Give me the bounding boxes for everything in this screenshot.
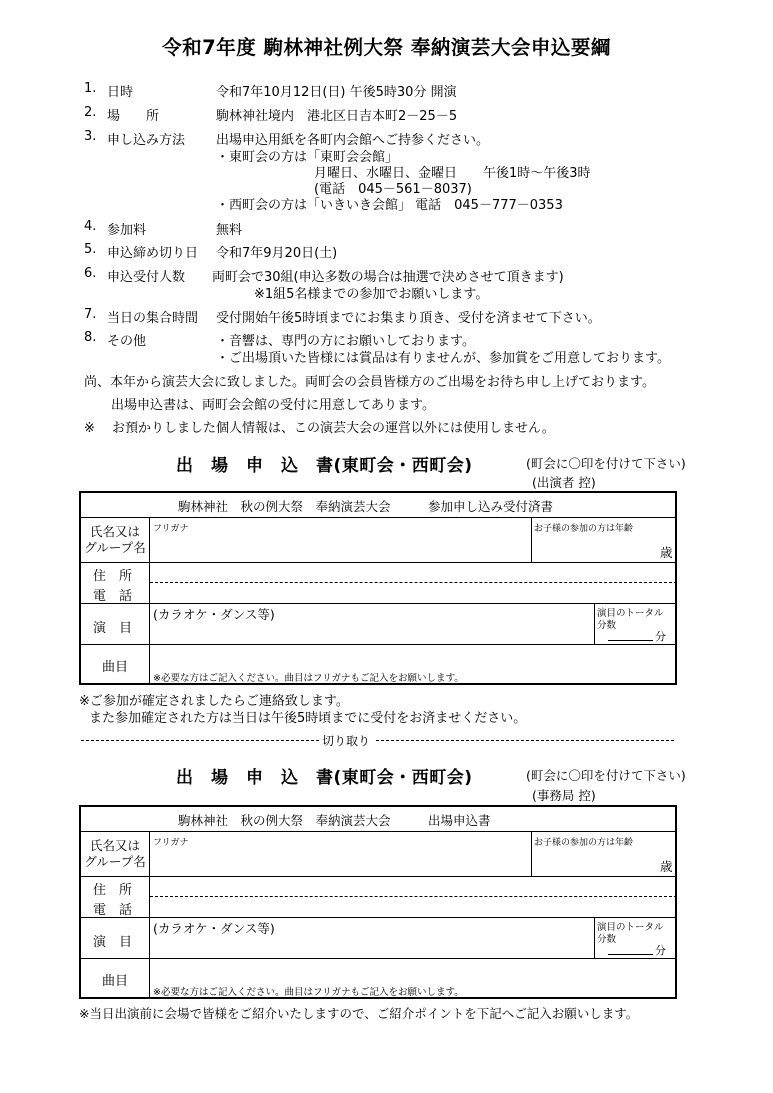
form1-copy-note: (出演者 控) (532, 475, 596, 490)
item-label: 申込受付人数 (107, 270, 186, 285)
form2-title: 出 場 申 込 書(東町会・西町会) (176, 768, 473, 788)
item-label: その他 (107, 334, 147, 349)
song-label: 曲目 (102, 660, 129, 675)
item-value: ・音響は、専門の方にお願いしております。 (216, 334, 475, 349)
address-input[interactable] (151, 877, 676, 895)
item-number: 8. (84, 330, 97, 345)
item-value: 駒林神社境内 港北区日吉本町2－25－5 (216, 109, 458, 124)
item-number: 5. (84, 242, 97, 257)
item-value: 両町会で30組(申込多数の場合は抽選で決めさせて頂きます) (212, 270, 564, 285)
form1-side-note: (町会に〇印を付けて下さい) (526, 456, 686, 471)
name-label: 氏名又は グループ名 (84, 838, 146, 869)
item-number: 1. (84, 81, 97, 96)
item-value: 受付開始午後5時頃までにお集まり頂き、受付を済ませて下さい。 (216, 311, 601, 326)
item-label: 申込締め切り日 (107, 246, 199, 261)
item-label: 日時 (107, 85, 134, 100)
item-label: 当日の集合時間 (107, 311, 199, 326)
act-hint: (カラオケ・ダンス等) (153, 607, 275, 622)
song-hint: ※必要な方はご記入ください。曲目はフリガナもご記入をお願いします。 (153, 987, 464, 998)
age-unit: 歳 (660, 545, 673, 560)
privacy-note: ※ お預かりしました個人情報は、この演芸大会の運営以外には使用しません。 (84, 421, 555, 436)
minutes-unit: 分 (655, 630, 666, 643)
item8-line2: ・ご出場頂いた皆様には賞品は有りませんが、参加賞をご用意しております。 (216, 351, 670, 366)
child-age-label: お子様の参加の方は年齢 (534, 524, 634, 534)
item-number: 6. (84, 266, 97, 281)
item-value: 無料 (216, 223, 243, 238)
item-value: 出場申込用紙を各町内会館へご持参ください。 (216, 133, 490, 148)
name-input[interactable] (151, 535, 529, 560)
item3-line: 月曜日、水曜日、金曜日 午後1時～午後3時 (314, 166, 591, 181)
item-number: 3. (84, 129, 97, 144)
address-label: 住 所 (93, 883, 133, 898)
act-label: 演 目 (93, 621, 133, 636)
phone-label: 電 話 (93, 903, 133, 918)
form2-header: 駒林神社 秋の例大祭 奉納演芸大会 出場申込書 (178, 813, 491, 828)
item-number: 4. (84, 219, 97, 234)
furigana-label: フリガナ (153, 524, 189, 534)
item-number: 7. (84, 307, 97, 322)
song-input[interactable] (151, 960, 676, 982)
form2-side-note: (町会に〇印を付けて下さい) (526, 768, 686, 783)
form1-header: 駒林神社 秋の例大祭 奉納演芸大会 参加申し込み受付済書 (178, 499, 554, 514)
item3-line: ・東町会の方は「東町会会館」 (216, 150, 399, 165)
phone-label: 電 話 (93, 589, 133, 604)
item-number: 2. (84, 105, 97, 120)
song-label: 曲目 (102, 974, 129, 989)
song-input[interactable] (151, 646, 676, 668)
total-label-2: 分数 (597, 620, 617, 631)
total-label: 演目のトータル (597, 922, 664, 933)
item3-line: ・西町会の方は「いきいき会館」 電話 045－777－0353 (216, 198, 563, 213)
total-label-2: 分数 (597, 934, 617, 945)
confirm-note: ※ご参加が確定されましたらご連絡致します。 (79, 694, 349, 709)
name-label: 氏名又は グループ名 (84, 524, 146, 555)
act-input[interactable] (151, 621, 592, 643)
form2-copy-note: (事務局 控) (532, 788, 596, 803)
item-label: 申し込み方法 (107, 133, 186, 148)
act-input[interactable] (151, 935, 592, 957)
phone-input[interactable] (151, 898, 676, 916)
total-label: 演目のトータル (597, 608, 664, 619)
child-age-label: お子様の参加の方は年齢 (534, 838, 634, 848)
confirm-note-2: また参加確定された方は当日は午後5時頃までに受付をお済ませください。 (89, 711, 527, 726)
name-input[interactable] (151, 849, 529, 874)
song-hint: ※必要な方はご記入ください。曲目はフリガナもご記入をお願いします。 (153, 673, 464, 684)
item-value: 令和7年9月20日(土) (216, 246, 338, 261)
note-line: 出場申込書は、両町会会館の受付に用意してあります。 (111, 398, 435, 413)
act-label: 演 目 (93, 935, 133, 950)
act-hint: (カラオケ・ダンス等) (153, 921, 275, 936)
address-input[interactable] (151, 563, 676, 581)
cut-line-label: 切り取り (322, 734, 371, 748)
item-label: 場 所 (107, 109, 160, 124)
item-value: 令和7年10月12日(日) 午後5時30分 開演 (216, 85, 457, 100)
minutes-unit: 分 (655, 944, 666, 957)
furigana-label: フリガナ (153, 838, 189, 848)
item6-line2: ※1組5名様までの参加でお願いします。 (254, 287, 489, 302)
item-label: 参加料 (107, 223, 147, 238)
note-line: 尚、本年から演芸大会に致しました。両町会の会員皆様方のご出場をお待ち申し上げております。 (84, 375, 655, 390)
address-label: 住 所 (93, 569, 133, 584)
phone-input[interactable] (151, 584, 676, 602)
form1-title: 出 場 申 込 書(東町会・西町会) (176, 456, 473, 476)
footer-note: ※当日出演前に会場で皆様をご紹介いたしますので、ご紹介ポイントを下記へご記入お願いします。 (79, 1006, 639, 1021)
age-unit: 歳 (660, 859, 673, 874)
item3-line: (電話 045－561－8037) (314, 182, 472, 197)
page-title: 令和7年度 駒林神社例大祭 奉納演芸大会申込要綱 (162, 36, 611, 59)
